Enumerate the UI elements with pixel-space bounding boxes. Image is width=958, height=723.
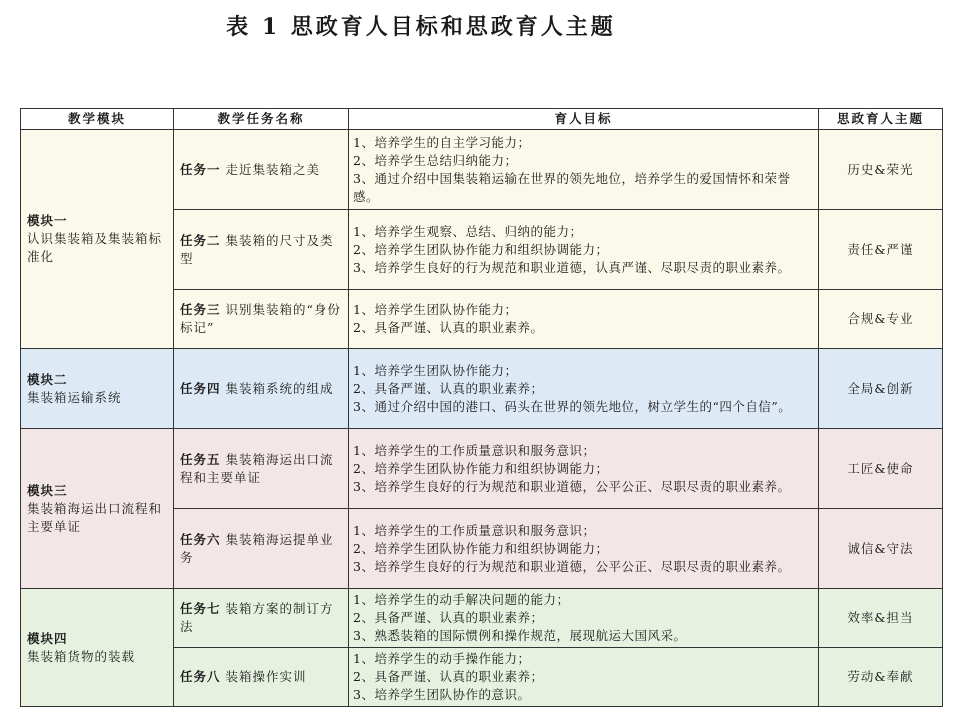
table-row bbox=[21, 589, 943, 648]
table-row bbox=[21, 349, 943, 429]
goal-item: 1、培养学生观察、总结、归纳的能力； bbox=[353, 223, 583, 239]
goal-item: 3、培养学生良好的行为规范和职业道德，公平公正、尽职尽责的职业素养。 bbox=[353, 558, 791, 574]
task-name: 集装箱系统的组成 bbox=[225, 380, 334, 396]
goal-item: 3、培养学生良好的行为规范和职业道德，认真严谨、尽职尽责的职业素养。 bbox=[353, 259, 791, 275]
module-desc: 集装箱运输系统 bbox=[27, 389, 122, 405]
task-cell bbox=[174, 589, 349, 648]
task-number: 任务八 bbox=[180, 669, 221, 684]
module-name: 模块二 bbox=[27, 371, 68, 387]
theme-cell: 合规&专业 bbox=[819, 290, 943, 349]
goal-item: 2、具备严谨、认真的职业素养。 bbox=[353, 320, 544, 335]
goal-item: 2、培养学生总结归纳能力； bbox=[353, 152, 518, 168]
table-title: 表 1 思政育人目标和思政育人主题 bbox=[226, 14, 616, 40]
theme-cell: 历史&荣光 bbox=[819, 130, 943, 210]
goals-cell bbox=[349, 429, 819, 509]
task-name: 装箱方案的制订方法 bbox=[180, 601, 334, 634]
goals-cell bbox=[349, 589, 819, 648]
goal-item: 1、培养学生团队协作能力； bbox=[353, 302, 518, 317]
task-name: 识别集装箱的“身份标记” bbox=[180, 302, 341, 335]
header-theme: 思政育人主题 bbox=[819, 109, 943, 130]
task-number: 任务六 bbox=[180, 531, 221, 547]
goal-item: 2、培养学生团队协作能力和组织协调能力； bbox=[353, 460, 609, 476]
task-name: 集装箱的尺寸及类型 bbox=[180, 232, 334, 266]
goal-item: 3、通过介绍中国集装箱运输在世界的领先地位，培养学生的爱国情怀和荣誉感。 bbox=[353, 170, 791, 204]
header-row bbox=[21, 109, 943, 130]
task-number: 任务二 bbox=[180, 232, 221, 248]
theme-cell: 全局&创新 bbox=[819, 349, 943, 429]
goals-cell bbox=[349, 210, 819, 290]
goal-item: 1、培养学生的工作质量意识和服务意识； bbox=[353, 442, 596, 458]
goals-cell bbox=[349, 509, 819, 589]
theme-cell: 效率&担当 bbox=[819, 589, 943, 648]
goals-cell bbox=[349, 130, 819, 210]
goals-cell bbox=[349, 648, 819, 707]
task-name: 集装箱海运出口流程和主要单证 bbox=[180, 451, 334, 485]
theme-cell: 工匠&使命 bbox=[819, 429, 943, 509]
goal-item: 2、具备严谨、认真的职业素养； bbox=[353, 380, 544, 396]
module-desc: 认识集装箱及集装箱标准化 bbox=[27, 231, 163, 264]
goal-item: 2、培养学生团队协作能力和组织协调能力； bbox=[353, 241, 609, 257]
task-cell bbox=[174, 349, 349, 429]
theme-cell: 责任&严谨 bbox=[819, 210, 943, 290]
task-number: 任务四 bbox=[180, 380, 221, 396]
module-cell bbox=[21, 130, 174, 349]
header-goals: 育人目标 bbox=[349, 109, 819, 130]
goal-item: 2、具备严谨、认真的职业素养； bbox=[353, 610, 544, 625]
task-cell bbox=[174, 509, 349, 589]
module-name: 模块三 bbox=[27, 482, 68, 498]
task-number: 任务五 bbox=[180, 451, 221, 467]
goal-item: 3、熟悉装箱的国际惯例和操作规范，展现航运大国风采。 bbox=[353, 628, 687, 643]
module-name: 模块一 bbox=[27, 213, 68, 228]
goal-item: 1、培养学生的动手解决问题的能力； bbox=[353, 592, 570, 607]
task-cell bbox=[174, 210, 349, 290]
goal-item: 3、培养学生良好的行为规范和职业道德，公平公正、尽职尽责的职业素养。 bbox=[353, 478, 791, 494]
task-cell bbox=[174, 648, 349, 707]
task-number: 任务三 bbox=[180, 302, 221, 317]
module-desc: 集装箱海运出口流程和主要单证 bbox=[27, 500, 163, 534]
table-row bbox=[21, 429, 943, 509]
task-number: 任务七 bbox=[180, 601, 221, 616]
theme-cell: 劳动&奉献 bbox=[819, 648, 943, 707]
module-cell bbox=[21, 429, 174, 589]
goals-cell bbox=[349, 349, 819, 429]
task-cell bbox=[174, 130, 349, 210]
task-name: 装箱操作实训 bbox=[225, 669, 307, 684]
goal-item: 1、培养学生团队协作能力； bbox=[353, 362, 518, 378]
goal-item: 2、具备严谨、认真的职业素养； bbox=[353, 669, 544, 684]
module-cell bbox=[21, 589, 174, 707]
task-name: 走近集装箱之美 bbox=[225, 161, 321, 177]
goal-item: 1、培养学生的自主学习能力； bbox=[353, 134, 531, 150]
theme-cell: 诚信&守法 bbox=[819, 509, 943, 589]
header-module: 教学模块 bbox=[21, 109, 174, 130]
module-name: 模块四 bbox=[27, 630, 68, 646]
table-row bbox=[21, 130, 943, 210]
module-cell bbox=[21, 349, 174, 429]
goal-item: 3、培养学生团队协作的意识。 bbox=[353, 687, 531, 702]
task-name: 集装箱海运提单业务 bbox=[180, 531, 334, 565]
goal-item: 1、培养学生的工作质量意识和服务意识； bbox=[353, 522, 596, 538]
goal-item: 3、通过介绍中国的港口、码头在世界的领先地位，树立学生的“四个自信”。 bbox=[353, 398, 792, 414]
task-number: 任务一 bbox=[180, 161, 221, 177]
goal-item: 1、培养学生的动手操作能力； bbox=[353, 651, 531, 666]
curriculum-table bbox=[20, 108, 943, 707]
goal-item: 2、培养学生团队协作能力和组织协调能力； bbox=[353, 540, 609, 556]
module-desc: 集装箱货物的装载 bbox=[27, 648, 136, 664]
goals-cell bbox=[349, 290, 819, 349]
task-cell bbox=[174, 429, 349, 509]
task-cell bbox=[174, 290, 349, 349]
header-task: 教学任务名称 bbox=[174, 109, 349, 130]
